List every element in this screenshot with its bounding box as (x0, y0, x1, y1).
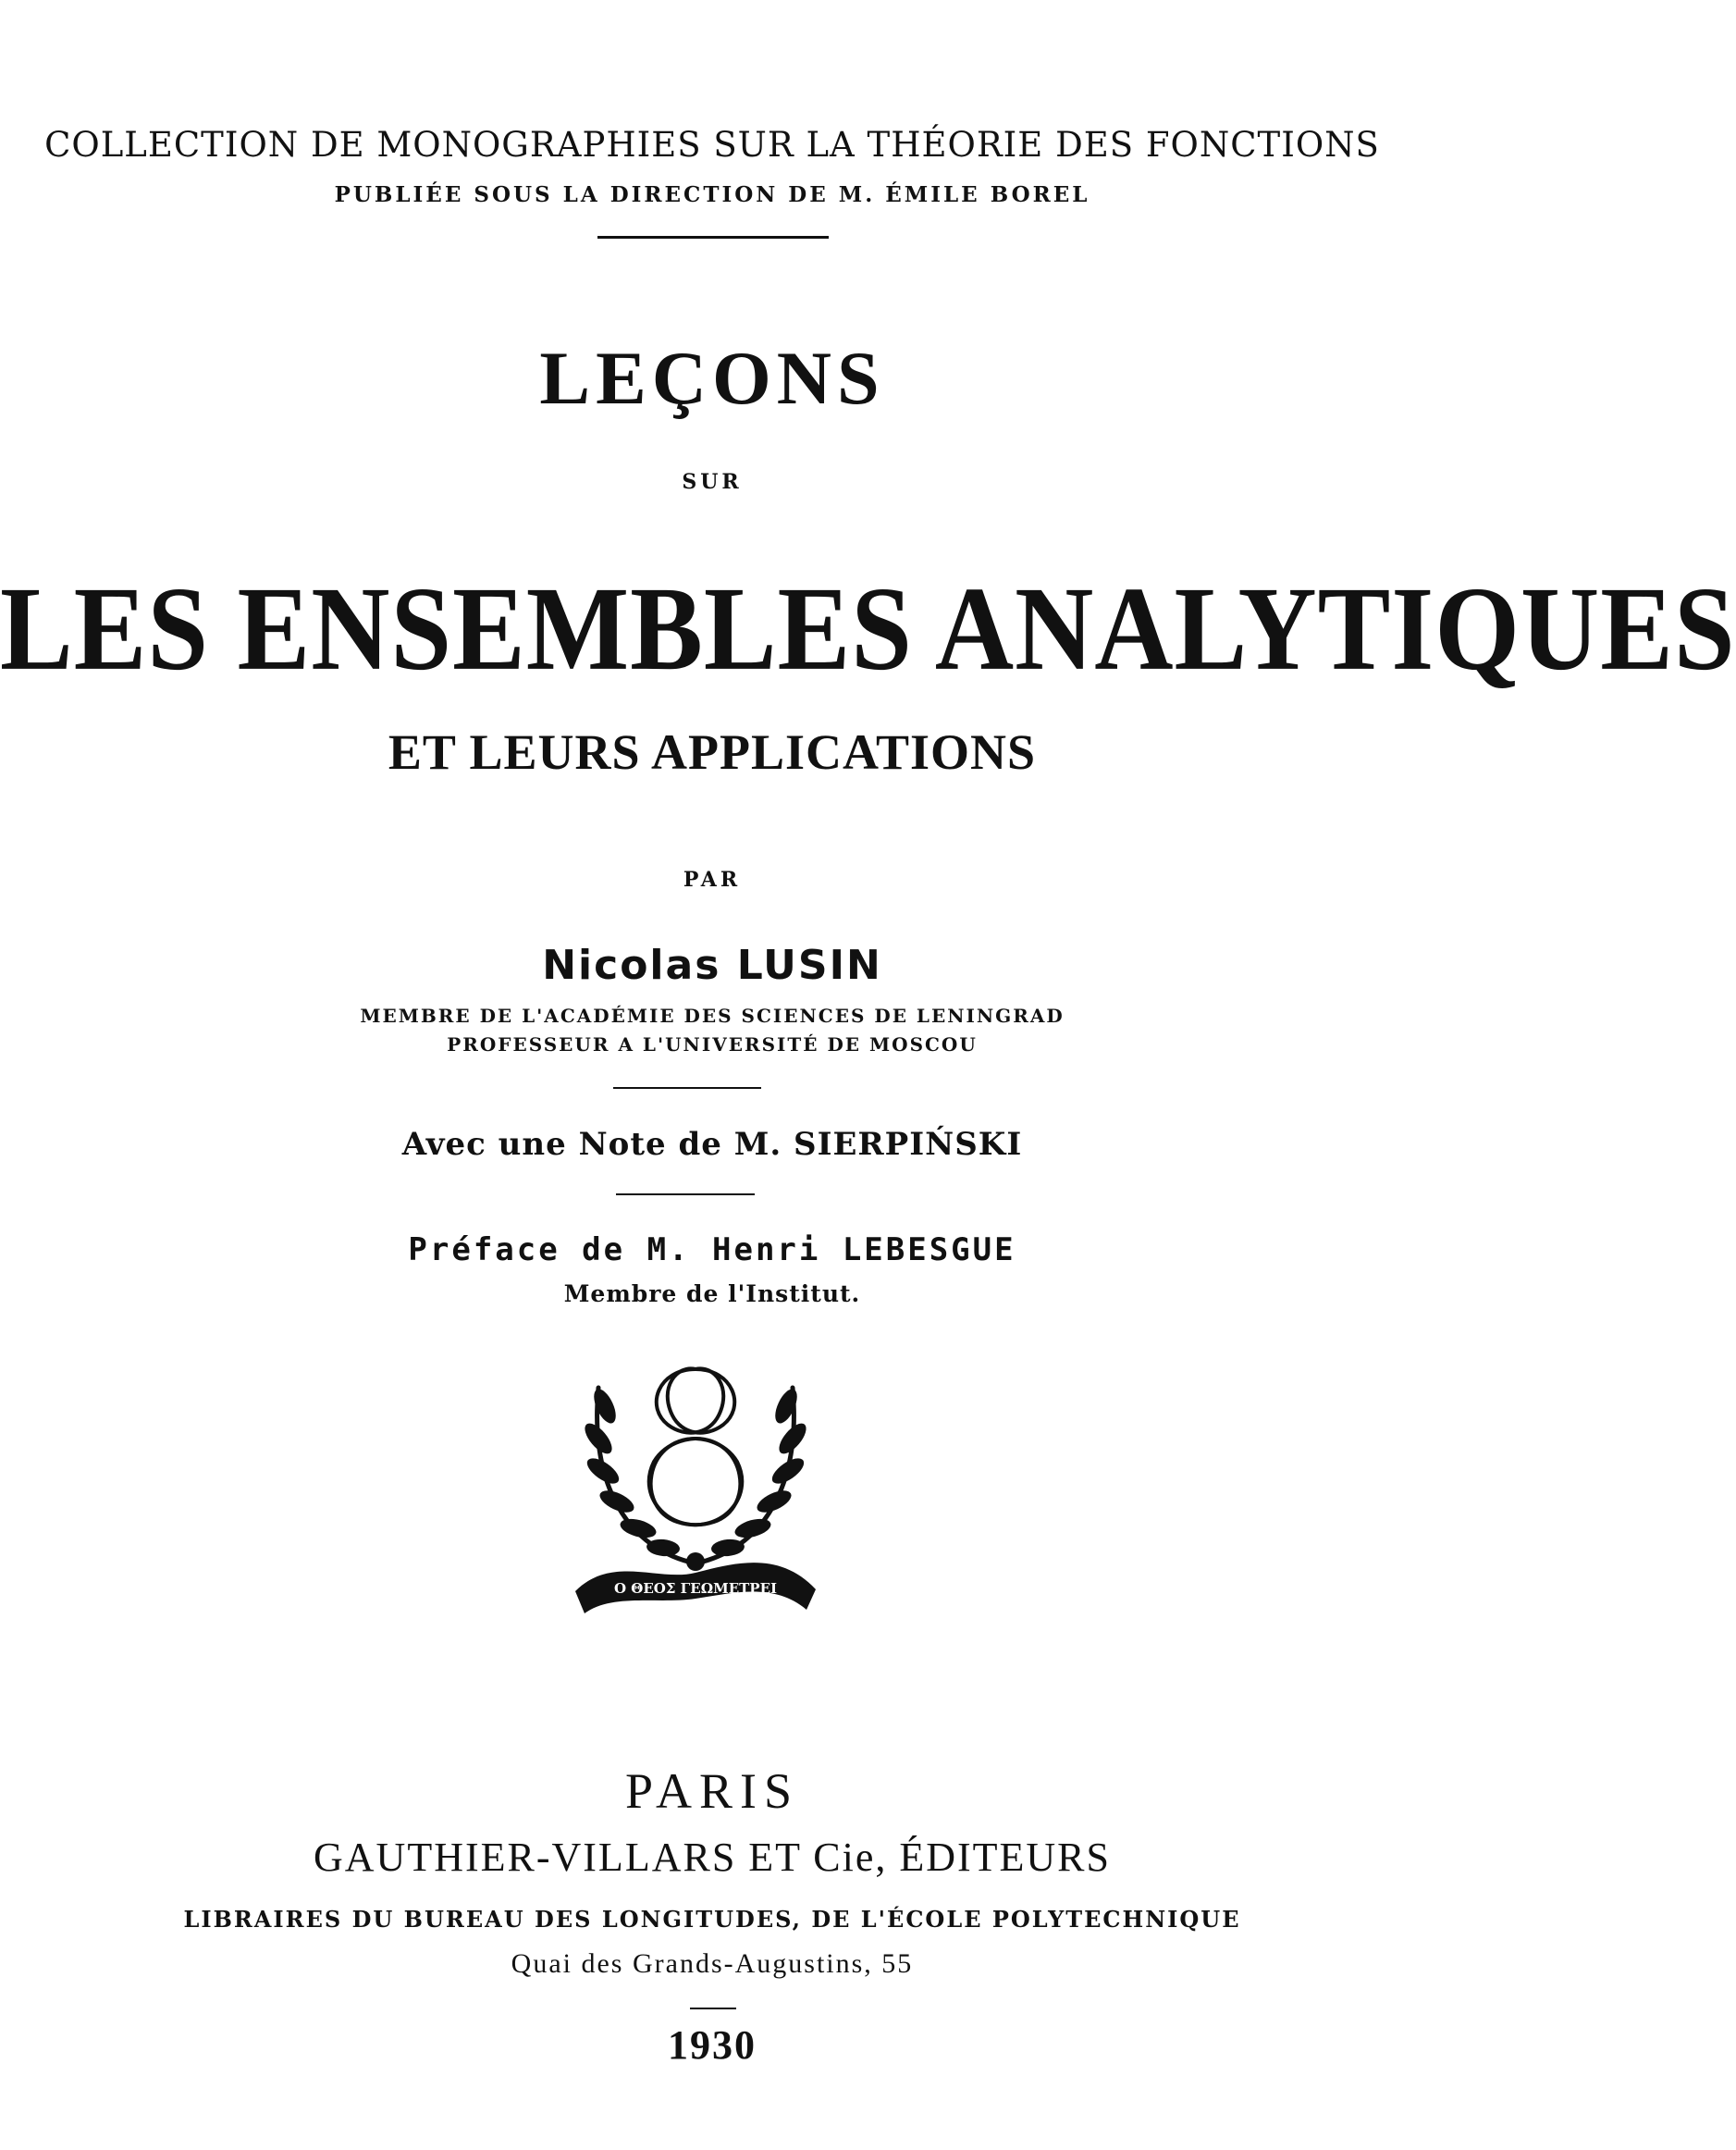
author-divider (613, 1087, 761, 1089)
imprint-year: 1930 (668, 2022, 757, 2068)
year-divider (690, 2008, 736, 2009)
imprint-city: PARIS (624, 1763, 800, 1819)
title-sur: SUR (682, 470, 743, 494)
title-lecons: LEÇONS (539, 336, 885, 420)
book-subtitle: ET LEURS APPLICATIONS (388, 724, 1037, 780)
par-label: PAR (683, 868, 742, 892)
header-divider (597, 236, 829, 239)
author-name: Nicolas LUSIN (542, 942, 882, 989)
preface-author-title: Membre de l'Institut. (563, 1280, 861, 1307)
imprint-address: Quai des Grands-Augustins, 55 (511, 1948, 914, 1979)
series-editor: PUBLIÉE SOUS LA DIRECTION DE M. ÉMILE BOREL (334, 182, 1090, 207)
note-credit: Avec une Note de M. SIERPIŃSKI (401, 1126, 1023, 1163)
imprint-libraires: LIBRAIRES DU BUREAU DES LONGITUDES, DE L'ÉCOLE POLYTECHNIQUE (183, 1906, 1241, 1933)
note-divider (616, 1193, 755, 1195)
author-affiliation-2: PROFESSEUR A L'UNIVERSITÉ DE MOSCOU (447, 1033, 978, 1056)
series-title: COLLECTION DE MONOGRAPHIES SUR LA THÉORIE DES FONCTIONS (44, 125, 1380, 165)
preface-credit: Préface de M. Henri LEBESGUE (408, 1231, 1016, 1268)
laurel-wreath-monogram-icon (557, 1351, 834, 1619)
emblem-motto: Ο ΘΕΟΣ ΓΕΩΜΕΤΡΕΙ (613, 1580, 778, 1597)
imprint-publisher: GAUTHIER-VILLARS ET Cie, ÉDITEURS (314, 1835, 1111, 1880)
book-title: LES ENSEMBLES ANALYTIQUES (0, 562, 1736, 696)
author-affiliation-1: MEMBRE DE L'ACADÉMIE DES SCIENCES DE LENINGRAD (360, 1005, 1065, 1027)
